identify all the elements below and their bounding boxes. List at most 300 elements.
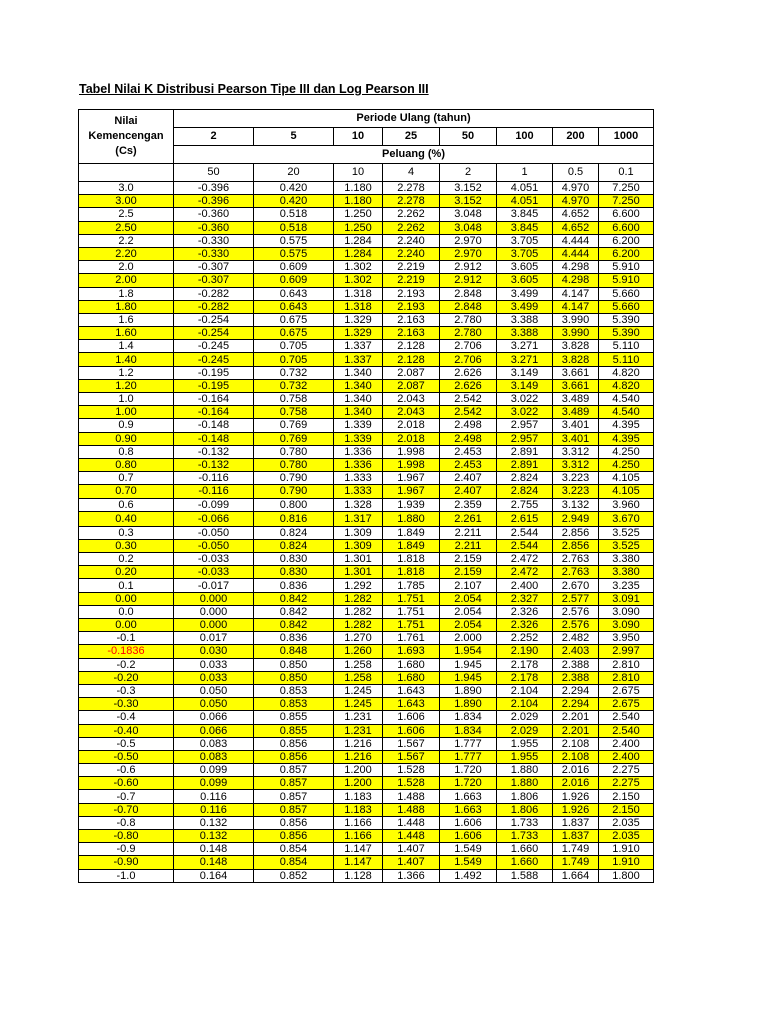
k-value-cell: 0.518 xyxy=(254,221,334,234)
table-row xyxy=(79,445,654,458)
k-value-cell: 1.328 xyxy=(334,498,383,511)
k-value-cell: -0.116 xyxy=(174,485,254,498)
k-value-cell: 2.453 xyxy=(440,445,497,458)
k-value-cell: 4.298 xyxy=(553,261,599,274)
k-value-cell: 3.152 xyxy=(440,195,497,208)
k-value-cell: 0.790 xyxy=(254,472,334,485)
k-value-cell: 1.337 xyxy=(334,353,383,366)
k-value-cell: 1.258 xyxy=(334,671,383,684)
k-value-cell: 1.955 xyxy=(497,737,553,750)
k-value-cell: 6.600 xyxy=(599,208,654,221)
header-row-periode xyxy=(79,110,654,128)
cs-cell: 1.60 xyxy=(79,327,174,340)
k-value-cell: 2.178 xyxy=(497,658,553,671)
k-value-cell: 1.664 xyxy=(553,869,599,882)
k-value-cell: 0.758 xyxy=(254,406,334,419)
k-value-cell: -0.307 xyxy=(174,274,254,287)
cs-cell: 0.7 xyxy=(79,472,174,485)
k-value-cell: 2.104 xyxy=(497,698,553,711)
k-value-cell: 2.544 xyxy=(497,539,553,552)
k-value-cell: 3.499 xyxy=(497,287,553,300)
k-value-cell: 1.183 xyxy=(334,790,383,803)
k-value-cell: 1.606 xyxy=(440,830,497,843)
k-value-cell: 0.575 xyxy=(254,247,334,260)
cs-cell: -0.20 xyxy=(79,671,174,684)
k-value-cell: 2.912 xyxy=(440,274,497,287)
k-value-cell: 2.108 xyxy=(553,750,599,763)
k-value-cell: 2.576 xyxy=(553,619,599,632)
k-value-cell: 5.390 xyxy=(599,313,654,326)
k-value-cell: 1.492 xyxy=(440,869,497,882)
k-value-cell: 1.800 xyxy=(599,869,654,882)
k-value-cell: 2.128 xyxy=(383,353,440,366)
k-value-cell: 1.749 xyxy=(553,856,599,869)
k-value-cell: 1.751 xyxy=(383,592,440,605)
k-value-cell: 2.472 xyxy=(497,566,553,579)
k-value-cell: 2.388 xyxy=(553,658,599,671)
k-value-cell: 7.250 xyxy=(599,195,654,208)
k-value-cell: 0.855 xyxy=(254,711,334,724)
k-value-cell: 2.824 xyxy=(497,485,553,498)
k-value-cell: 2.472 xyxy=(497,553,553,566)
k-value-cell: 2.403 xyxy=(553,645,599,658)
k-value-cell: 5.390 xyxy=(599,327,654,340)
k-value-cell: 2.755 xyxy=(497,498,553,511)
k-value-cell: 2.848 xyxy=(440,287,497,300)
k-value-cell: 3.960 xyxy=(599,498,654,511)
k-value-cell: 1.761 xyxy=(383,632,440,645)
k-value-cell: 4.444 xyxy=(553,247,599,260)
k-value-cell: 2.498 xyxy=(440,419,497,432)
k-value-cell: 2.128 xyxy=(383,340,440,353)
k-value-cell: -0.396 xyxy=(174,182,254,195)
k-value-cell: 2.912 xyxy=(440,261,497,274)
k-value-cell: 2.780 xyxy=(440,313,497,326)
k-value-cell: 1.366 xyxy=(383,869,440,882)
k-value-cell: 0.856 xyxy=(254,737,334,750)
k-value-cell: 2.240 xyxy=(383,234,440,247)
k-value-cell: 0.836 xyxy=(254,579,334,592)
k-value-cell: 1.245 xyxy=(334,698,383,711)
k-value-cell: 1.340 xyxy=(334,406,383,419)
k-value-cell: 3.499 xyxy=(497,300,553,313)
k-value-cell: 0.116 xyxy=(174,790,254,803)
k-value-cell: 0.033 xyxy=(174,671,254,684)
k-value-cell: 2.054 xyxy=(440,605,497,618)
k-value-cell: 1.939 xyxy=(383,498,440,511)
k-value-cell: 1.680 xyxy=(383,671,440,684)
k-value-cell: 2.626 xyxy=(440,379,497,392)
k-value-cell: 5.660 xyxy=(599,300,654,313)
k-value-cell: 0.083 xyxy=(174,750,254,763)
peluang-cell: 1 xyxy=(497,164,553,182)
table-row xyxy=(79,498,654,511)
cs-cell: -0.6 xyxy=(79,764,174,777)
k-value-cell: -0.245 xyxy=(174,340,254,353)
k-value-cell: 1.849 xyxy=(383,526,440,539)
k-value-cell: 1.339 xyxy=(334,419,383,432)
table-row xyxy=(79,327,654,340)
pearson-k-table xyxy=(78,109,654,883)
k-value-cell: 0.420 xyxy=(254,195,334,208)
k-value-cell: 4.105 xyxy=(599,472,654,485)
table-row xyxy=(79,208,654,221)
table-row xyxy=(79,830,654,843)
k-value-cell: 2.211 xyxy=(440,539,497,552)
cs-cell: -0.1 xyxy=(79,632,174,645)
k-value-cell: 0.842 xyxy=(254,605,334,618)
k-value-cell: 0.164 xyxy=(174,869,254,882)
k-value-cell: 1.549 xyxy=(440,843,497,856)
k-value-cell: -0.148 xyxy=(174,419,254,432)
k-value-cell: 1.528 xyxy=(383,764,440,777)
k-value-cell: 3.661 xyxy=(553,366,599,379)
k-value-cell: 1.751 xyxy=(383,619,440,632)
k-value-cell: 3.149 xyxy=(497,379,553,392)
k-value-cell: 3.401 xyxy=(553,419,599,432)
k-value-cell: 0.643 xyxy=(254,300,334,313)
k-value-cell: -0.116 xyxy=(174,472,254,485)
k-value-cell: 2.891 xyxy=(497,445,553,458)
k-value-cell: 2.326 xyxy=(497,619,553,632)
table-row xyxy=(79,750,654,763)
peluang-cell: 20 xyxy=(254,164,334,182)
table-row xyxy=(79,379,654,392)
k-value-cell: 2.542 xyxy=(440,393,497,406)
k-value-cell: 0.830 xyxy=(254,566,334,579)
k-value-cell: 2.763 xyxy=(553,553,599,566)
k-value-cell: 0.017 xyxy=(174,632,254,645)
table-row xyxy=(79,711,654,724)
k-value-cell: 0.842 xyxy=(254,619,334,632)
cs-cell: 0.70 xyxy=(79,485,174,498)
k-value-cell: 0.132 xyxy=(174,816,254,829)
k-value-cell: 4.105 xyxy=(599,485,654,498)
k-value-cell: 1.180 xyxy=(334,195,383,208)
table-row xyxy=(79,764,654,777)
k-value-cell: 0.780 xyxy=(254,458,334,471)
k-value-cell: -0.099 xyxy=(174,498,254,511)
cs-cell: -0.40 xyxy=(79,724,174,737)
k-value-cell: 0.769 xyxy=(254,432,334,445)
k-value-cell: 2.262 xyxy=(383,208,440,221)
k-value-cell: 1.340 xyxy=(334,379,383,392)
k-value-cell: 4.444 xyxy=(553,234,599,247)
period-cell: 100 xyxy=(497,128,553,146)
cs-cell: -0.9 xyxy=(79,843,174,856)
cs-cell: 2.0 xyxy=(79,261,174,274)
k-value-cell: -0.195 xyxy=(174,379,254,392)
table-row xyxy=(79,313,654,326)
k-value-cell: 1.643 xyxy=(383,698,440,711)
k-value-cell: 1.733 xyxy=(497,816,553,829)
k-value-cell: 1.339 xyxy=(334,432,383,445)
k-value-cell: -0.330 xyxy=(174,247,254,260)
table-row xyxy=(79,182,654,195)
cs-cell: 0.2 xyxy=(79,553,174,566)
cs-cell: -0.60 xyxy=(79,777,174,790)
k-value-cell: 5.910 xyxy=(599,274,654,287)
table-row xyxy=(79,353,654,366)
k-value-cell: 1.216 xyxy=(334,737,383,750)
table-row xyxy=(79,869,654,882)
k-value-cell: 1.302 xyxy=(334,261,383,274)
table-row xyxy=(79,737,654,750)
k-value-cell: 1.448 xyxy=(383,816,440,829)
cs-cell: 1.4 xyxy=(79,340,174,353)
table-row xyxy=(79,340,654,353)
k-value-cell: 1.166 xyxy=(334,830,383,843)
k-value-cell: 2.810 xyxy=(599,658,654,671)
k-value-cell: 0.856 xyxy=(254,830,334,843)
k-value-cell: 0.780 xyxy=(254,445,334,458)
period-cell: 200 xyxy=(553,128,599,146)
periode-header: Periode Ulang (tahun) xyxy=(174,110,654,128)
table-row xyxy=(79,300,654,313)
k-value-cell: 3.950 xyxy=(599,632,654,645)
k-value-cell: 0.675 xyxy=(254,313,334,326)
k-value-cell: 1.806 xyxy=(497,790,553,803)
k-value-cell: 2.219 xyxy=(383,261,440,274)
k-value-cell: 0.824 xyxy=(254,539,334,552)
cs-header xyxy=(79,110,174,164)
k-value-cell: 2.159 xyxy=(440,553,497,566)
k-value-cell: 1.329 xyxy=(334,327,383,340)
k-value-cell: 2.294 xyxy=(553,684,599,697)
k-value-cell: 2.029 xyxy=(497,711,553,724)
k-value-cell: 2.400 xyxy=(599,750,654,763)
k-value-cell: 2.107 xyxy=(440,579,497,592)
k-value-cell: 1.282 xyxy=(334,619,383,632)
k-value-cell: 2.261 xyxy=(440,511,497,526)
k-value-cell: 2.626 xyxy=(440,366,497,379)
k-value-cell: 4.051 xyxy=(497,182,553,195)
k-value-cell: 2.453 xyxy=(440,458,497,471)
k-value-cell: 2.201 xyxy=(553,724,599,737)
k-value-cell: 3.091 xyxy=(599,592,654,605)
table-row xyxy=(79,287,654,300)
k-value-cell: -0.254 xyxy=(174,313,254,326)
k-value-cell: 0.856 xyxy=(254,750,334,763)
cs-cell: 3.00 xyxy=(79,195,174,208)
table-row xyxy=(79,406,654,419)
cs-cell: 1.0 xyxy=(79,393,174,406)
k-value-cell: -0.050 xyxy=(174,539,254,552)
k-value-cell: 1.318 xyxy=(334,300,383,313)
k-value-cell: 0.099 xyxy=(174,764,254,777)
k-value-cell: 3.388 xyxy=(497,327,553,340)
k-value-cell: -0.066 xyxy=(174,511,254,526)
k-value-cell: 1.340 xyxy=(334,366,383,379)
table-row xyxy=(79,511,654,526)
k-value-cell: 0.790 xyxy=(254,485,334,498)
k-value-cell: 3.271 xyxy=(497,353,553,366)
table-row xyxy=(79,698,654,711)
k-value-cell: 1.834 xyxy=(440,724,497,737)
k-value-cell: 0.830 xyxy=(254,553,334,566)
k-value-cell: 2.780 xyxy=(440,327,497,340)
k-value-cell: 3.090 xyxy=(599,605,654,618)
k-value-cell: 4.395 xyxy=(599,432,654,445)
k-value-cell: 0.850 xyxy=(254,671,334,684)
k-value-cell: 1.128 xyxy=(334,869,383,882)
k-value-cell: 5.110 xyxy=(599,353,654,366)
k-value-cell: 4.540 xyxy=(599,393,654,406)
k-value-cell: 3.705 xyxy=(497,234,553,247)
k-value-cell: 1.231 xyxy=(334,724,383,737)
page-title: Tabel Nilai K Distribusi Pearson Tipe III dan Log Pearson III xyxy=(79,82,429,96)
table-row xyxy=(79,684,654,697)
k-value-cell: 2.810 xyxy=(599,671,654,684)
k-value-cell: 1.880 xyxy=(497,764,553,777)
cs-cell: 1.40 xyxy=(79,353,174,366)
k-value-cell: 2.150 xyxy=(599,803,654,816)
k-value-cell: 1.588 xyxy=(497,869,553,882)
k-value-cell: 0.848 xyxy=(254,645,334,658)
k-value-cell: 3.401 xyxy=(553,432,599,445)
k-value-cell: 2.763 xyxy=(553,566,599,579)
k-value-cell: 3.223 xyxy=(553,472,599,485)
k-value-cell: 4.051 xyxy=(497,195,553,208)
k-value-cell: 4.250 xyxy=(599,458,654,471)
k-value-cell: 0.066 xyxy=(174,724,254,737)
k-value-cell: 1.955 xyxy=(497,750,553,763)
k-value-cell: 1.216 xyxy=(334,750,383,763)
k-value-cell: 1.606 xyxy=(440,816,497,829)
k-value-cell: 3.661 xyxy=(553,379,599,392)
cs-cell: 0.40 xyxy=(79,511,174,526)
k-value-cell: 3.152 xyxy=(440,182,497,195)
cs-cell: 1.80 xyxy=(79,300,174,313)
k-value-cell: 2.193 xyxy=(383,300,440,313)
table-row xyxy=(79,816,654,829)
k-value-cell: 1.337 xyxy=(334,340,383,353)
k-value-cell: 3.845 xyxy=(497,208,553,221)
k-value-cell: 0.705 xyxy=(254,340,334,353)
k-value-cell: 0.842 xyxy=(254,592,334,605)
k-value-cell: 2.219 xyxy=(383,274,440,287)
table-row xyxy=(79,856,654,869)
k-value-cell: 1.407 xyxy=(383,843,440,856)
k-value-cell: 1.183 xyxy=(334,803,383,816)
k-value-cell: 1.680 xyxy=(383,658,440,671)
k-value-cell: -0.307 xyxy=(174,261,254,274)
k-value-cell: 3.048 xyxy=(440,221,497,234)
k-value-cell: 2.824 xyxy=(497,472,553,485)
k-value-cell: 2.150 xyxy=(599,790,654,803)
k-value-cell: 2.043 xyxy=(383,393,440,406)
k-value-cell: 6.600 xyxy=(599,221,654,234)
k-value-cell: 1.336 xyxy=(334,445,383,458)
k-value-cell: 1.837 xyxy=(553,830,599,843)
k-value-cell: 1.180 xyxy=(334,182,383,195)
k-value-cell: 1.720 xyxy=(440,764,497,777)
k-value-cell: 2.407 xyxy=(440,472,497,485)
k-value-cell: 0.857 xyxy=(254,790,334,803)
table-row xyxy=(79,419,654,432)
cs-cell: -0.50 xyxy=(79,750,174,763)
k-value-cell: 0.050 xyxy=(174,698,254,711)
cs-cell: 0.1 xyxy=(79,579,174,592)
k-value-cell: 4.820 xyxy=(599,379,654,392)
k-value-cell: 1.849 xyxy=(383,539,440,552)
table-row xyxy=(79,619,654,632)
k-value-cell: 3.705 xyxy=(497,247,553,260)
cs-cell: 0.00 xyxy=(79,619,174,632)
table-row xyxy=(79,803,654,816)
k-value-cell: 0.852 xyxy=(254,869,334,882)
k-value-cell: 1.998 xyxy=(383,458,440,471)
k-value-cell: 0.853 xyxy=(254,684,334,697)
k-value-cell: 1.567 xyxy=(383,737,440,750)
cs-cell: 0.9 xyxy=(79,419,174,432)
k-value-cell: 0.854 xyxy=(254,856,334,869)
k-value-cell: 3.605 xyxy=(497,274,553,287)
k-value-cell: 3.235 xyxy=(599,579,654,592)
k-value-cell: 1.329 xyxy=(334,313,383,326)
k-value-cell: 1.880 xyxy=(497,777,553,790)
k-value-cell: 4.147 xyxy=(553,300,599,313)
k-value-cell: 1.660 xyxy=(497,856,553,869)
k-value-cell: 2.054 xyxy=(440,592,497,605)
k-value-cell: 2.706 xyxy=(440,340,497,353)
table-row xyxy=(79,261,654,274)
k-value-cell: 0.758 xyxy=(254,393,334,406)
k-value-cell: -0.360 xyxy=(174,221,254,234)
k-value-cell: 7.250 xyxy=(599,182,654,195)
k-value-cell: 2.035 xyxy=(599,830,654,843)
k-value-cell: 4.298 xyxy=(553,274,599,287)
k-value-cell: 3.828 xyxy=(553,353,599,366)
cs-cell: -0.3 xyxy=(79,684,174,697)
k-value-cell: 2.675 xyxy=(599,698,654,711)
k-value-cell: 0.850 xyxy=(254,658,334,671)
k-value-cell: 3.149 xyxy=(497,366,553,379)
k-value-cell: 1.834 xyxy=(440,711,497,724)
k-value-cell: 0.575 xyxy=(254,234,334,247)
k-value-cell: 1.258 xyxy=(334,658,383,671)
k-value-cell: 2.159 xyxy=(440,566,497,579)
k-value-cell: 1.549 xyxy=(440,856,497,869)
k-value-cell: 2.400 xyxy=(599,737,654,750)
cs-cell: 1.2 xyxy=(79,366,174,379)
header-row-peluang-values xyxy=(79,164,654,182)
k-value-cell: -0.164 xyxy=(174,393,254,406)
k-value-cell: 3.312 xyxy=(553,458,599,471)
k-value-cell: 0.083 xyxy=(174,737,254,750)
k-value-cell: -0.195 xyxy=(174,366,254,379)
k-value-cell: 1.200 xyxy=(334,764,383,777)
k-value-cell: 3.090 xyxy=(599,619,654,632)
k-value-cell: 1.643 xyxy=(383,684,440,697)
k-value-cell: 2.016 xyxy=(553,764,599,777)
k-value-cell: -0.033 xyxy=(174,566,254,579)
k-value-cell: 0.050 xyxy=(174,684,254,697)
k-value-cell: 1.910 xyxy=(599,856,654,869)
k-value-cell: 0.030 xyxy=(174,645,254,658)
peluang-cell: 0.5 xyxy=(553,164,599,182)
k-value-cell: -0.360 xyxy=(174,208,254,221)
k-value-cell: 1.663 xyxy=(440,790,497,803)
k-value-cell: 1.333 xyxy=(334,485,383,498)
k-value-cell: 1.245 xyxy=(334,684,383,697)
cs-cell: 3.0 xyxy=(79,182,174,195)
k-value-cell: 1.301 xyxy=(334,566,383,579)
cs-cell: -0.90 xyxy=(79,856,174,869)
k-value-cell: 2.957 xyxy=(497,432,553,445)
table-row xyxy=(79,566,654,579)
k-value-cell: 0.000 xyxy=(174,619,254,632)
